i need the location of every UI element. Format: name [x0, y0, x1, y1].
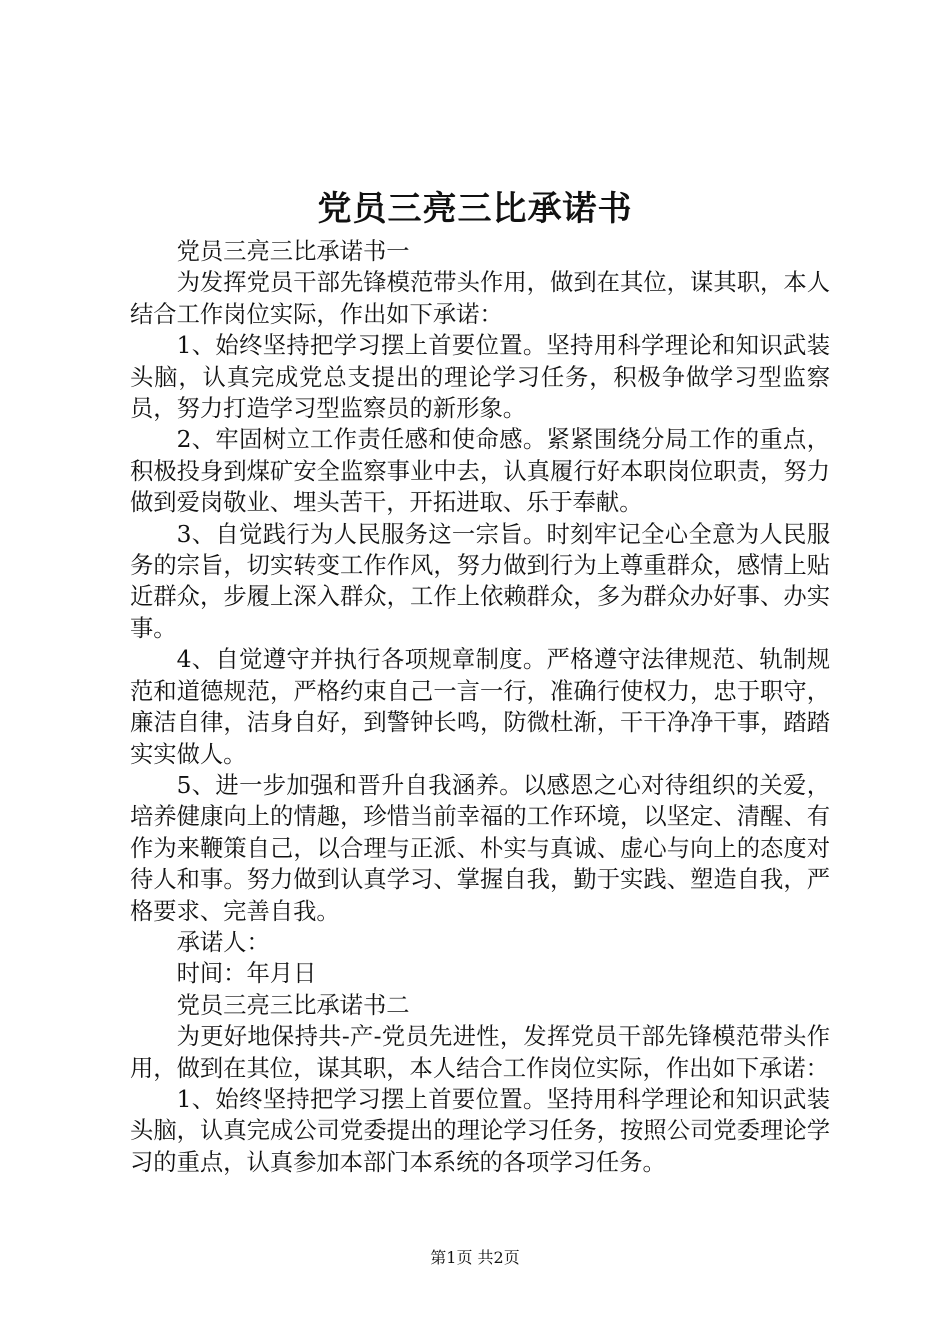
- commitment-item: 3、自觉践行为人民服务这一宗旨。时刻牢记全心全意为人民服务的宗旨，切实转变工作作风，努力做到行为上尊重群众，感情上贴近群众，步履上深入群众，工作上依赖群众，多为群众办好事、办实事。: [130, 520, 830, 642]
- commitment-item: 1、始终坚持把学习摆上首要位置。坚持用科学理论和知识武装头脑，认真完成党总支提出的理论学习任务，积极争做学习型监察员，努力打造学习型监察员的新形象。: [130, 332, 830, 423]
- document-body: [130, 236, 830, 1178]
- commitment-item: 1、始终坚持把学习摆上首要位置。坚持用科学理论和知识武装头脑，认真完成公司党委提出的理论学习任务，按照公司党委理论学习的重点，认真参加本部门本系统的各项学习任务。: [130, 1085, 830, 1176]
- signatory-line: 承诺人：: [176, 928, 270, 956]
- page-footer: 第1页 共2页: [430, 1248, 520, 1267]
- intro-paragraph-2: 为更好地保持共-产-党员先进性，发挥党员干部先锋模范带头作用，做到在其位，谋其职，本人结合工作岗位实际，作出如下承诺：: [130, 1023, 830, 1082]
- section-heading-2: 党员三亮三比承诺书二: [176, 991, 410, 1019]
- intro-paragraph-1: 为发挥党员干部先锋模范带头作用，做到在其位，谋其职，本人结合工作岗位实际，作出如下承诺：: [130, 269, 830, 328]
- commitment-item: 4、自觉遵守并执行各项规章制度。严格遵守法律规范、轨制规范和道德规范，严格约束自己一言一行，准确行使权力，忠于职守，廉洁自律，洁身自好，到警钟长鸣，防微杜渐，干干净净干事，踏踏实实做人。: [130, 646, 830, 768]
- section-heading-1: 党员三亮三比承诺书一: [176, 238, 410, 265]
- commitment-item: 2、牢固树立工作责任感和使命感。紧紧围绕分局工作的重点，积极投身到煤矿安全监察事业中去，认真履行好本职岗位职责，努力做到爱岗敬业、埋头苦干，开拓进取、乐于奉献。: [130, 426, 830, 517]
- date-line: 时间：年月日: [176, 960, 317, 988]
- page-title: 党员三亮三比承诺书: [317, 189, 633, 229]
- commitment-item: 5、进一步加强和晋升自我涵养。以感恩之心对待组织的关爱，培养健康向上的情趣，珍惜当前幸福的工作环境，以坚定、清醒、有作为来鞭策自己，以合理与正派、朴实与真诚、虚心与向上的态度对待人和事。努力做到认真学习、掌握自我，勤于实践、塑造自我，严格要求、完善自我。: [130, 771, 830, 925]
